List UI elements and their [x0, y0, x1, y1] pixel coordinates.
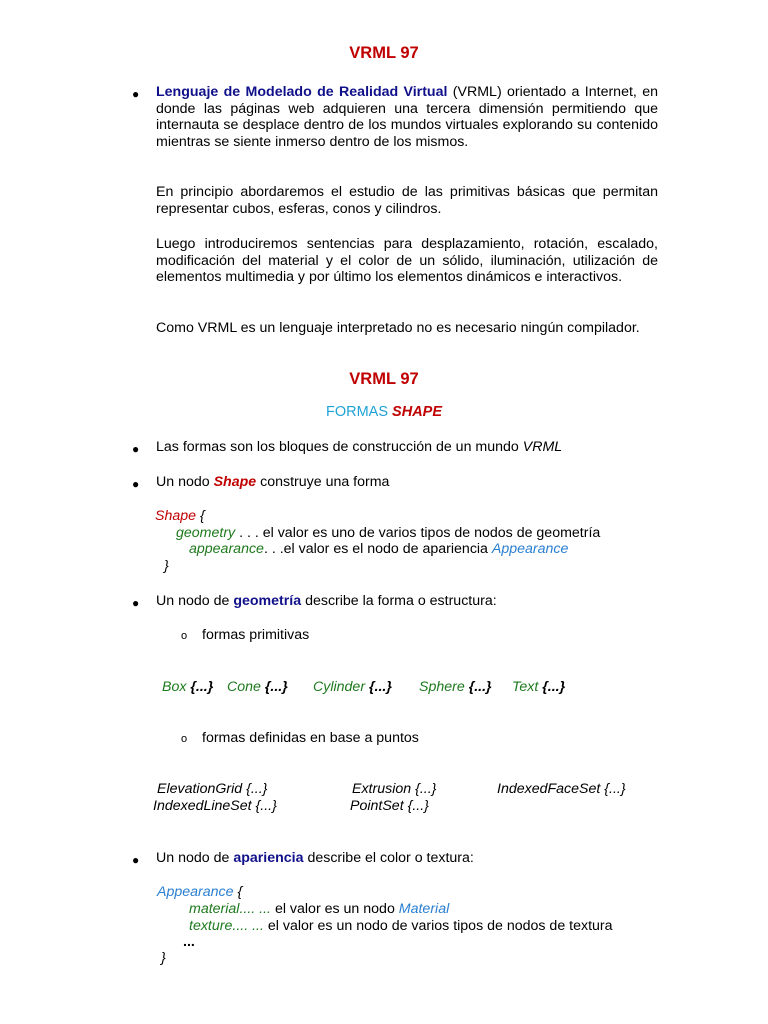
node-indexed-line-set: IndexedLineSet {...}: [153, 798, 277, 814]
appearance-code-ellipsis: ...: [183, 934, 195, 950]
code-keyword: appearance: [189, 541, 264, 557]
bullet-shape-node: [156, 474, 389, 491]
sub-item-primitive-shapes: formas primitivas: [202, 627, 310, 643]
primitive-name: Box: [162, 679, 187, 695]
geometry-term: geometría: [233, 593, 302, 609]
paragraph-interpreted: Como VRML es un lenguaje interpretado no es necesario ningún compilador.: [156, 320, 640, 336]
code-reference: Material: [398, 901, 450, 917]
appearance-code-material: [189, 901, 449, 918]
code-keyword: geometry: [176, 525, 236, 541]
primitive-name: Cone: [227, 679, 261, 695]
appearance-code-open: [157, 884, 242, 901]
node-extrusion: Extrusion {...}: [352, 781, 437, 797]
appearance-code-close: }: [161, 950, 166, 966]
primitive-args: {...}: [264, 679, 288, 695]
appearance-term: apariencia: [233, 850, 304, 866]
primitive-name: Cylinder: [313, 679, 366, 695]
section-subtitle: [0, 404, 768, 420]
code-keyword: Appearance: [157, 884, 234, 900]
bullet-formas-bloques: [156, 439, 562, 456]
bullet-text: Un nodo de: [156, 593, 234, 609]
page-title: VRML 97: [349, 44, 419, 62]
primitive-name: Text: [512, 679, 539, 695]
bullet-vrml: VRML: [522, 439, 563, 455]
bullet-text: Un nodo: [156, 474, 214, 490]
subtitle-shape: SHAPE: [392, 404, 443, 420]
primitive-args: {...}: [369, 679, 392, 695]
code-dots: . . .: [263, 541, 284, 557]
node-elevation-grid: ElevationGrid {...}: [157, 781, 268, 797]
node-point-set: PointSet {...}: [350, 798, 429, 814]
primitive-args: {...}: [468, 679, 492, 695]
intro-term: Lenguaje de Modelado de Realidad Virtual: [156, 84, 448, 100]
node-indexed-face-set: IndexedFaceSet {...}: [497, 781, 626, 797]
sub-bullet-marker: o: [181, 630, 188, 642]
code-brace: {: [196, 508, 205, 524]
code-description: el valor es el nodo de apariencia: [283, 541, 492, 557]
bullet-appearance-node: [156, 850, 474, 867]
appearance-code-texture: [189, 918, 613, 935]
bullet-marker: ●: [132, 596, 140, 610]
primitive-name: Sphere: [419, 679, 465, 695]
shape-code-geometry: [176, 525, 600, 542]
primitive-args: {...}: [190, 679, 214, 695]
paragraph-sentences: Luego introduciremos sentencias para desplazamiento, rotación, escalado, modificación del material y el color de un sólido, iluminación, utilización de elementos multimedia y por último los elementos dinámicos e interactivos.: [156, 236, 658, 286]
intro-text: (VRML) orientado a Internet, en donde las páginas web adquieren una tercera dimensión permitiendo que internauta se desplace dentro de los mundos virtuales explorando su contenido mientras se siente inmerso dentro de los mismos.: [156, 84, 658, 150]
primitive-sphere: [419, 679, 492, 696]
code-description: el valor es un nodo de varios tipos de nodos de textura: [263, 918, 613, 934]
bullet-text: construye una forma: [256, 474, 390, 490]
shape-keyword: Shape: [213, 474, 257, 490]
bullet-marker: ●: [132, 442, 140, 456]
code-description: el valor es un nodo: [271, 901, 399, 917]
bullet-text: describe la forma o estructura:: [301, 593, 497, 609]
shape-code-close: }: [164, 558, 169, 574]
shape-code-open: [155, 508, 205, 525]
sub-item-point-shapes: formas definidas en base a puntos: [202, 730, 419, 746]
code-keyword: texture.... ...: [189, 918, 264, 934]
subtitle-formas: FORMAS: [325, 404, 393, 420]
bullet-marker: ●: [132, 853, 140, 867]
code-brace: {: [233, 884, 243, 900]
code-keyword: material.... ...: [189, 901, 271, 917]
code-reference: Appearance: [491, 541, 569, 557]
code-keyword: Shape: [155, 508, 197, 524]
code-description: el valor es uno de varios tipos de nodos de geometría: [262, 525, 601, 541]
primitive-cone: [227, 679, 288, 696]
primitive-box: [162, 679, 213, 696]
bullet-marker: ●: [132, 87, 140, 101]
primitive-text: [512, 679, 565, 696]
sub-bullet-marker: o: [181, 733, 188, 745]
section-title: VRML 97: [349, 370, 419, 388]
bullet-marker: ●: [132, 477, 140, 491]
primitive-args: {...}: [542, 679, 566, 695]
primitive-cylinder: [313, 679, 392, 696]
bullet-text: Las formas son los bloques de construcción de un mundo: [156, 439, 523, 455]
bullet-geometry-node: [156, 593, 497, 610]
bullet-text: describe el color o textura:: [303, 850, 474, 866]
code-dots: . . .: [235, 525, 263, 541]
intro-paragraph: [156, 84, 658, 150]
bullet-text: Un nodo de: [156, 850, 234, 866]
paragraph-primitives: En principio abordaremos el estudio de las primitivas básicas que permitan representar cubos, esferas, conos y cilindros.: [156, 184, 658, 217]
shape-code-appearance: [189, 541, 568, 558]
